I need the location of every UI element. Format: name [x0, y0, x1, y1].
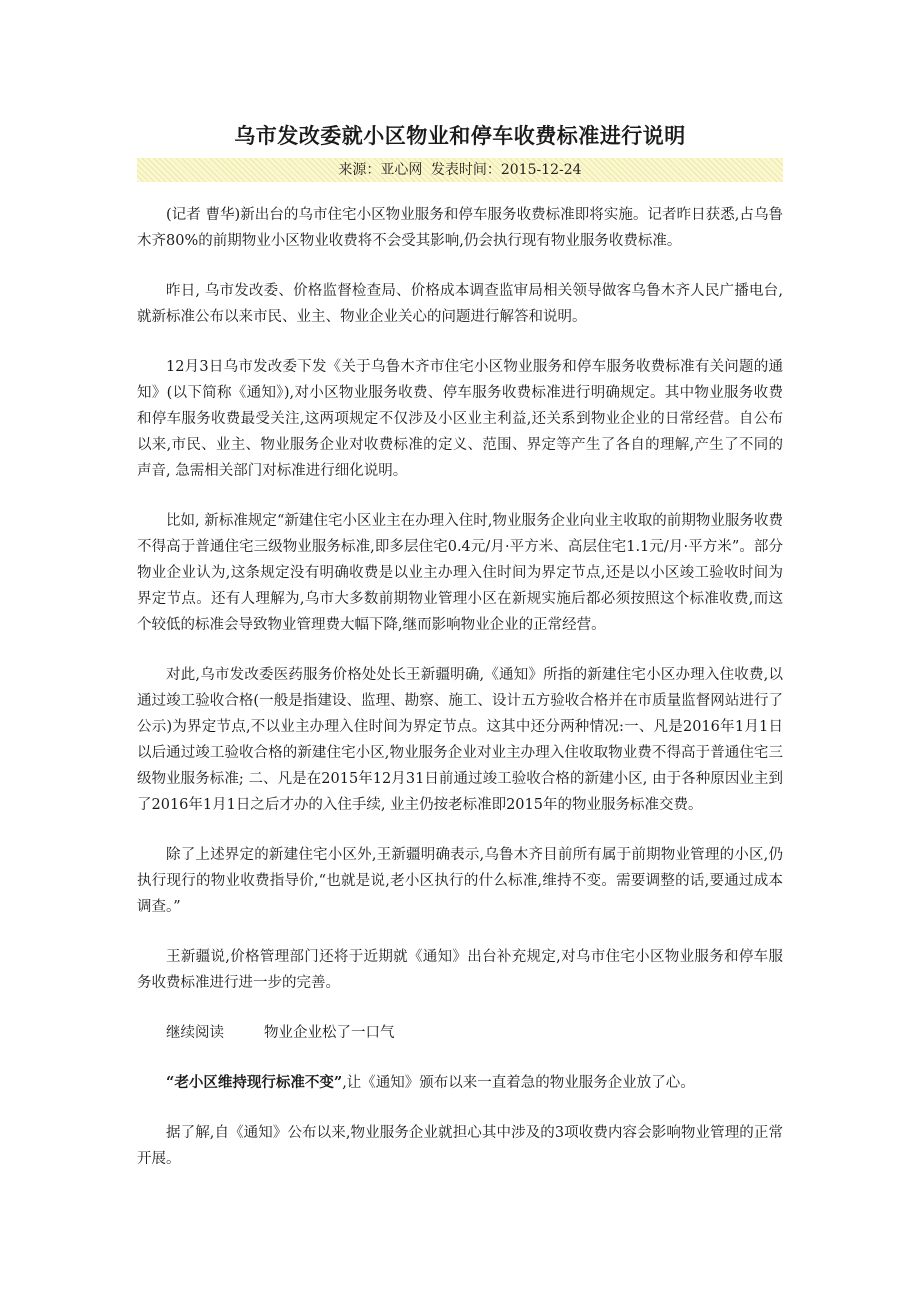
article-meta-bar: [137, 158, 783, 182]
quote-paragraph: [137, 1070, 783, 1096]
paragraph-4: 比如, 新标准规定“新建住宅小区业主在办理入住时,物业服务企业向业主收取的前期物业服务收费不得高于普通住宅三级物业服务标准,即多层住宅0.4元/月·平方米、高层住宅1.1元/月·平方米”。部分物业企业认为,这条规定没有明确收费是以业主办理入住时间为界定节点,还是以小区竣工验收时间为界定节点。还有人理解为,乌市大多数前期物业管理小区在新规实施后都必须按照这个标准收费,而这个较低的标准会导致物业管理费大幅下降,继而影响物业企业的正常经营。: [137, 513, 783, 633]
article: [137, 120, 783, 1196]
read-more-headline: 物业企业松了一口气: [264, 1025, 395, 1041]
read-more-label: 继续阅读: [166, 1025, 224, 1041]
quote-rest: ,让《通知》颁布以来一直着急的物业服务企业放了心。: [342, 1075, 695, 1091]
source-label: 来源：亚心网: [338, 162, 423, 178]
bold-quote: “老小区维持现行标准不变”: [166, 1074, 343, 1091]
article-title: 乌市发改委就小区物业和停车收费标准进行说明: [234, 124, 686, 148]
paragraph-7: 王新疆说,价格管理部门还将于近期就《通知》出台补充规定,对乌市住宅小区物业服务和停车服务收费标准进行进一步的完善。: [137, 949, 783, 991]
final-paragraph: 据了解,自《通知》公布以来,物业服务企业就担心其中涉及的3项收费内容会影响物业管理的正常开展。: [137, 1125, 783, 1167]
paragraph-6: 除了上述界定的新建住宅小区外,王新疆明确表示,乌鲁木齐目前所有属于前期物业管理的小区,仍执行现行的物业收费指导价,“也就是说,老小区执行的什么标准,维持不变。需要调整的话,要通过成本调查。”: [137, 847, 783, 915]
paragraph-1: (记者 曹华)新出台的乌市住宅小区物业服务和停车服务收费标准即将实施。记者昨日获悉,占乌鲁木齐80%的前期物业小区物业收费将不会受其影响,仍会执行现有物业服务收费标准。: [137, 207, 783, 249]
paragraph-3: 12月3日乌市发改委下发《关于乌鲁木齐市住宅小区物业服务和停车服务收费标准有关问题的通知》(以下简称《通知》),对小区物业服务收费、停车服务收费标准进行明确规定。其中物业服务收费和停车服务收费最受关注,这两项规定不仅涉及小区业主利益,还关系到物业企业的日常经营。自公布以来,市民、业主、物业服务企业对收费标准的定义、范围、界定等产生了各自的理解,产生了不同的声音, 急需相关部门对标准进行细化说明。: [137, 359, 783, 479]
paragraph-5: 对此,乌市发改委医药服务价格处处长王新疆明确,《通知》所指的新建住宅小区办理入住收费,以通过竣工验收合格(一般是指建设、监理、勘察、施工、设计五方验收合格并在市质量监督网站进行了公示)为界定节点,不以业主办理入住时间为界定节点。这其中还分两种情况:一、凡是2016年1月1日以后通过竣工验收合格的新建住宅小区,物业服务企业对业主办理入住收取物业费不得高于普通住宅三级物业服务标准; 二、凡是在2015年12月31日前通过竣工验收合格的新建小区, 由于各种原因业主到了2016年1月1日之后才办的入住手续, 业主仍按老标准即2015年的物业服务标准交费。: [137, 667, 783, 813]
paragraph-2: 昨日, 乌市发改委、价格监督检查局、价格成本调查监审局相关领导做客乌鲁木齐人民广播电台,就新标准公布以来市民、业主、物业企业关心的问题进行解答和说明。: [137, 283, 783, 325]
read-more-line: [137, 1020, 783, 1046]
published-date: 发表时间：2015-12-24: [430, 162, 582, 178]
